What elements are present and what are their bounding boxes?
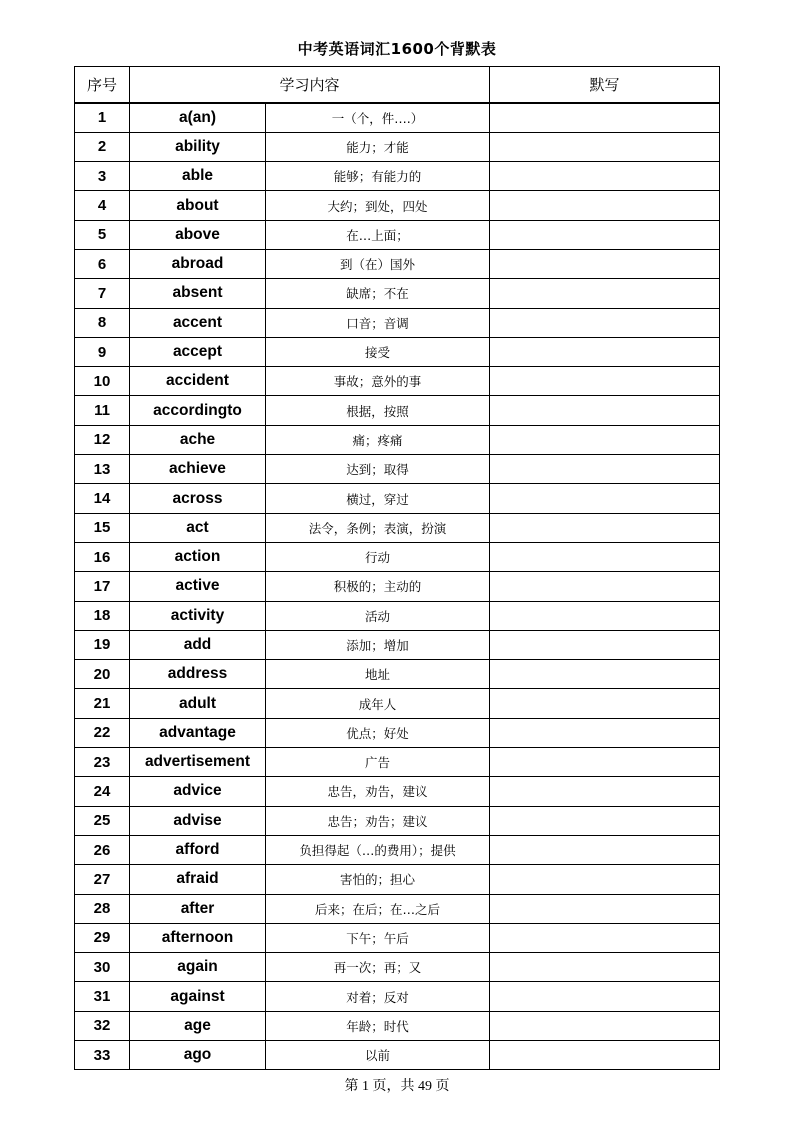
english-word: ache	[130, 425, 266, 454]
chinese-meaning: 地址	[266, 660, 490, 689]
chinese-meaning: 大约；到处，四处	[266, 191, 490, 220]
english-word: action	[130, 542, 266, 571]
dictation-cell[interactable]	[490, 572, 720, 601]
dictation-cell[interactable]	[490, 660, 720, 689]
chinese-meaning: 到（在）国外	[266, 249, 490, 278]
table-header-row	[75, 67, 720, 104]
chinese-meaning: 口音；音调	[266, 308, 490, 337]
row-number: 26	[75, 835, 130, 864]
dictation-cell[interactable]	[490, 689, 720, 718]
row-number: 13	[75, 455, 130, 484]
dictation-cell[interactable]	[490, 337, 720, 366]
english-word: act	[130, 513, 266, 542]
english-word: active	[130, 572, 266, 601]
chinese-meaning: 在…上面；	[266, 220, 490, 249]
row-number: 10	[75, 367, 130, 396]
row-number: 8	[75, 308, 130, 337]
dictation-cell[interactable]	[490, 601, 720, 630]
table-row	[75, 455, 720, 484]
row-number: 7	[75, 279, 130, 308]
english-word: about	[130, 191, 266, 220]
row-number: 18	[75, 601, 130, 630]
english-word: advantage	[130, 718, 266, 747]
english-word: activity	[130, 601, 266, 630]
chinese-meaning: 忠告，劝告，建议	[266, 777, 490, 806]
row-number: 12	[75, 425, 130, 454]
english-word: absent	[130, 279, 266, 308]
dictation-cell[interactable]	[490, 191, 720, 220]
dictation-cell[interactable]	[490, 806, 720, 835]
table-row	[75, 777, 720, 806]
table-row	[75, 132, 720, 161]
table-row	[75, 923, 720, 952]
chinese-meaning: 痛；疼痛	[266, 425, 490, 454]
row-number: 6	[75, 249, 130, 278]
page-title: 中考英语词汇1600个背默表	[297, 40, 497, 58]
chinese-meaning: 忠告；劝告；建议	[266, 806, 490, 835]
english-word: accident	[130, 367, 266, 396]
table-row	[75, 191, 720, 220]
row-number: 19	[75, 630, 130, 659]
table-row	[75, 1041, 720, 1070]
dictation-cell[interactable]	[490, 484, 720, 513]
dictation-cell[interactable]	[490, 455, 720, 484]
table-row	[75, 806, 720, 835]
table-row	[75, 718, 720, 747]
dictation-cell[interactable]	[490, 513, 720, 542]
chinese-meaning: 对着；反对	[266, 982, 490, 1011]
english-word: a(an)	[130, 103, 266, 132]
chinese-meaning: 行动	[266, 542, 490, 571]
dictation-cell[interactable]	[490, 367, 720, 396]
english-word: advertisement	[130, 748, 266, 777]
dictation-cell[interactable]	[490, 396, 720, 425]
table-row	[75, 103, 720, 132]
english-word: afternoon	[130, 923, 266, 952]
english-word: afraid	[130, 865, 266, 894]
row-number: 9	[75, 337, 130, 366]
header-num: 序号	[75, 67, 130, 104]
page-footer: 第 1 页，共 49 页	[344, 1079, 450, 1094]
dictation-cell[interactable]	[490, 542, 720, 571]
chinese-meaning: 活动	[266, 601, 490, 630]
dictation-cell[interactable]	[490, 308, 720, 337]
table-row	[75, 542, 720, 571]
row-number: 2	[75, 132, 130, 161]
english-word: advice	[130, 777, 266, 806]
table-row	[75, 484, 720, 513]
row-number: 1	[75, 103, 130, 132]
english-word: achieve	[130, 455, 266, 484]
chinese-meaning: 年龄；时代	[266, 1011, 490, 1040]
english-word: add	[130, 630, 266, 659]
table-row	[75, 894, 720, 923]
dictation-cell[interactable]	[490, 132, 720, 161]
chinese-meaning: 横过，穿过	[266, 484, 490, 513]
dictation-cell[interactable]	[490, 220, 720, 249]
table-row	[75, 513, 720, 542]
chinese-meaning: 后来；在后；在…之后	[266, 894, 490, 923]
table-row	[75, 396, 720, 425]
row-number: 29	[75, 923, 130, 952]
row-number: 23	[75, 748, 130, 777]
row-number: 22	[75, 718, 130, 747]
table-row	[75, 953, 720, 982]
chinese-meaning: 能力；才能	[266, 132, 490, 161]
dictation-cell[interactable]	[490, 953, 720, 982]
chinese-meaning: 添加；增加	[266, 630, 490, 659]
row-number: 24	[75, 777, 130, 806]
chinese-meaning: 一（个，件….）	[266, 103, 490, 132]
chinese-meaning: 负担得起（…的费用）；提供	[266, 835, 490, 864]
chinese-meaning: 达到；取得	[266, 455, 490, 484]
chinese-meaning: 事故；意外的事	[266, 367, 490, 396]
english-word: afford	[130, 835, 266, 864]
chinese-meaning: 能够；有能力的	[266, 162, 490, 191]
dictation-cell[interactable]	[490, 630, 720, 659]
english-word: accent	[130, 308, 266, 337]
english-word: age	[130, 1011, 266, 1040]
dictation-cell[interactable]	[490, 718, 720, 747]
table-row	[75, 835, 720, 864]
english-word: ago	[130, 1041, 266, 1070]
chinese-meaning: 害怕的；担心	[266, 865, 490, 894]
english-word: across	[130, 484, 266, 513]
table-body	[75, 103, 720, 1070]
table-row	[75, 689, 720, 718]
chinese-meaning: 以前	[266, 1041, 490, 1070]
row-number: 11	[75, 396, 130, 425]
dictation-cell[interactable]	[490, 748, 720, 777]
chinese-meaning: 接受	[266, 337, 490, 366]
header-content: 学习内容	[130, 67, 490, 104]
chinese-meaning: 缺席；不在	[266, 279, 490, 308]
row-number: 15	[75, 513, 130, 542]
english-word: abroad	[130, 249, 266, 278]
table-row	[75, 660, 720, 689]
table-row	[75, 865, 720, 894]
english-word: adult	[130, 689, 266, 718]
dictation-cell[interactable]	[490, 835, 720, 864]
table-row	[75, 982, 720, 1011]
row-number: 33	[75, 1041, 130, 1070]
row-number: 32	[75, 1011, 130, 1040]
table-row	[75, 630, 720, 659]
table-row	[75, 1011, 720, 1040]
dictation-cell[interactable]	[490, 425, 720, 454]
vocab-table	[74, 66, 720, 1070]
row-number: 31	[75, 982, 130, 1011]
table-row	[75, 748, 720, 777]
dictation-cell[interactable]	[490, 982, 720, 1011]
table-row	[75, 367, 720, 396]
dictation-cell[interactable]	[490, 279, 720, 308]
chinese-meaning: 成年人	[266, 689, 490, 718]
table-row	[75, 601, 720, 630]
chinese-meaning: 积极的；主动的	[266, 572, 490, 601]
row-number: 4	[75, 191, 130, 220]
dictation-cell[interactable]	[490, 894, 720, 923]
english-word: advise	[130, 806, 266, 835]
table-row	[75, 572, 720, 601]
english-word: able	[130, 162, 266, 191]
header-write: 默写	[490, 67, 720, 104]
english-word: ability	[130, 132, 266, 161]
row-number: 28	[75, 894, 130, 923]
row-number: 16	[75, 542, 130, 571]
row-number: 27	[75, 865, 130, 894]
english-word: accept	[130, 337, 266, 366]
table-row	[75, 279, 720, 308]
row-number: 20	[75, 660, 130, 689]
dictation-cell[interactable]	[490, 865, 720, 894]
row-number: 17	[75, 572, 130, 601]
dictation-cell[interactable]	[490, 777, 720, 806]
chinese-meaning: 优点；好处	[266, 718, 490, 747]
chinese-meaning: 法令，条例；表演，扮演	[266, 513, 490, 542]
row-number: 14	[75, 484, 130, 513]
row-number: 3	[75, 162, 130, 191]
row-number: 21	[75, 689, 130, 718]
table-row	[75, 308, 720, 337]
dictation-cell[interactable]	[490, 162, 720, 191]
dictation-cell[interactable]	[490, 249, 720, 278]
dictation-cell[interactable]	[490, 923, 720, 952]
table-row	[75, 220, 720, 249]
english-word: after	[130, 894, 266, 923]
chinese-meaning: 再一次；再；又	[266, 953, 490, 982]
english-word: address	[130, 660, 266, 689]
table-row	[75, 162, 720, 191]
chinese-meaning: 广告	[266, 748, 490, 777]
english-word: again	[130, 953, 266, 982]
table-row	[75, 249, 720, 278]
english-word: against	[130, 982, 266, 1011]
dictation-cell[interactable]	[490, 103, 720, 132]
chinese-meaning: 根据，按照	[266, 396, 490, 425]
dictation-cell[interactable]	[490, 1041, 720, 1070]
table-row	[75, 337, 720, 366]
english-word: above	[130, 220, 266, 249]
english-word: accordingto	[130, 396, 266, 425]
table-row	[75, 425, 720, 454]
row-number: 25	[75, 806, 130, 835]
row-number: 5	[75, 220, 130, 249]
row-number: 30	[75, 953, 130, 982]
chinese-meaning: 下午；午后	[266, 923, 490, 952]
dictation-cell[interactable]	[490, 1011, 720, 1040]
